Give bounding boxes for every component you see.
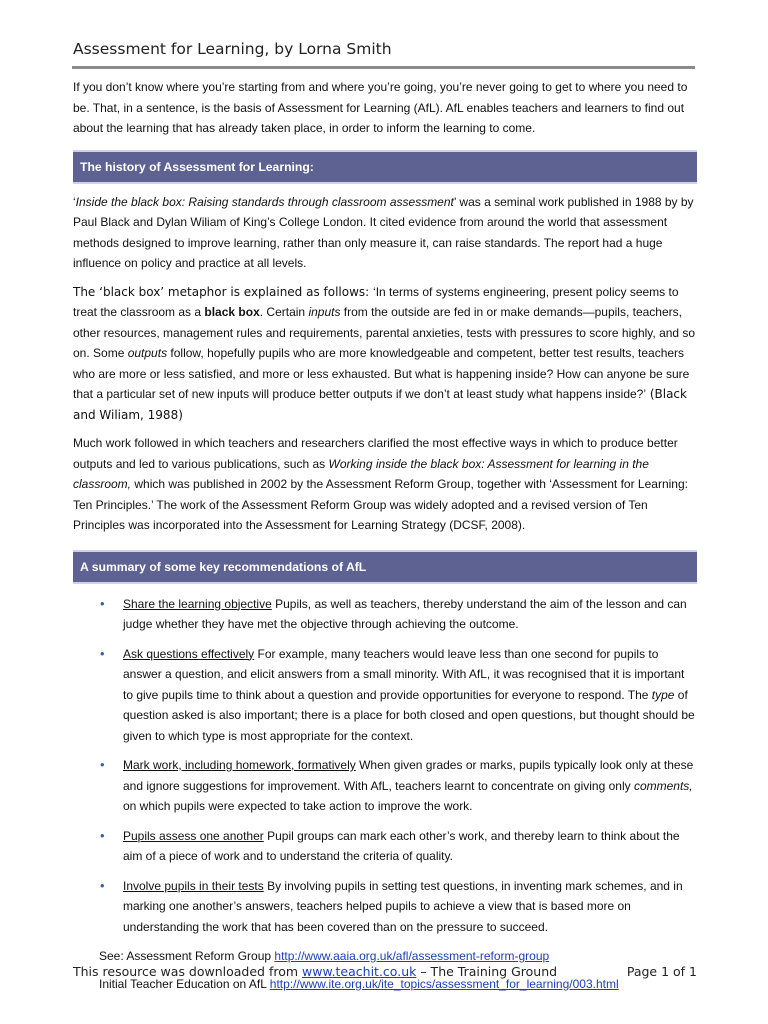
quote-italic-outputs: outputs bbox=[127, 346, 168, 360]
history-paragraph-3-a: Much work followed in which teachers and researchers clarified the most effective ways in which to produce better outputs and led to various publications, such as bbox=[73, 436, 678, 471]
recommendation-heading: Involve pupils in their tests bbox=[123, 878, 264, 893]
history-paragraph-1 bbox=[73, 192, 697, 274]
quote-lead: The ‘black box’ metaphor is explained as follows: bbox=[73, 284, 374, 299]
intro-paragraph: If you don’t know where you’re starting from and where you’re going, you’re never going to get to where you need to be. That, in a sentence, is the basis of Assessment for Learning (AfL). AfL enables teachers and learners to find out about the learning that has already taken place, in order to inform the learning to come. bbox=[73, 80, 688, 135]
list-item bbox=[73, 644, 697, 747]
reference-link-ite[interactable]: http://www.ite.org.uk/ite_topics/assessment_for_learning/003.html bbox=[269, 977, 619, 991]
list-item bbox=[73, 826, 697, 867]
recommendation-text: of question asked is also important; there is a place for both closed and open questions, but thought should be given to which type is most appropriate for the context. bbox=[123, 687, 695, 743]
recommendation-text: Pupil groups can mark each other’s work, and thereby learn to think about the aim of a piece of work and to understand the criteria of quality. bbox=[123, 828, 680, 863]
quote-bold-black-box: black box bbox=[204, 305, 260, 319]
section-heading-history: The history of Assessment for Learning: bbox=[73, 150, 697, 184]
publication-title: Working inside the black box: Assessment for learning in the classroom, bbox=[73, 456, 649, 491]
list-item bbox=[73, 594, 697, 635]
document-title: Assessment for Learning, by Lorna Smith bbox=[73, 40, 392, 58]
section-heading-recommendations: A summary of some key recommendations of AfL bbox=[73, 550, 697, 584]
bullet-icon: • bbox=[100, 757, 105, 772]
reference-link-aaia[interactable]: http://www.aaia.org.uk/afl/assessment-reform-group bbox=[274, 949, 550, 963]
recommendation-heading: Share the learning objective bbox=[123, 596, 272, 611]
page-number: Page 1 of 1 bbox=[626, 964, 697, 979]
recommendation-text: By involving pupils in setting test questions, in inventing mark schemes, and in marking one another’s answers, teachers helped pupils to achieve a view that is based more on understanding the work that has been covered than on the pressure to succeed. bbox=[123, 878, 683, 934]
title-divider bbox=[72, 66, 695, 69]
footer-prefix: This resource was downloaded from bbox=[73, 964, 303, 979]
recommendation-text: When given grades or marks, pupils typically look only at these and ignore suggestions for improvement. With AfL, teachers learnt to concentrate on giving only bbox=[123, 758, 694, 793]
recommendation-text: Pupils, as well as teachers, thereby understand the aim of the lesson and can judge whether they have met the objective through achieving the outcome. bbox=[123, 596, 687, 631]
bullet-icon: • bbox=[100, 877, 105, 893]
list-item bbox=[73, 876, 697, 938]
recommendation-heading: Pupils assess one another bbox=[123, 828, 264, 843]
recommendation-text: on which pupils were expected to take action to improve the work. bbox=[123, 799, 473, 813]
reference-label: Initial Teacher Education on AfL bbox=[99, 977, 270, 991]
list-item bbox=[73, 755, 697, 817]
book-title: Inside the black box: Raising standards through classroom assessment bbox=[75, 194, 454, 209]
bullet-icon: • bbox=[100, 595, 105, 611]
footer-teachit-link[interactable]: www.teachit.co.uk bbox=[302, 964, 417, 979]
recommendation-heading: Mark work, including homework, formatively bbox=[123, 758, 356, 772]
open-quote: ‘ bbox=[73, 194, 76, 209]
black-box-quote-paragraph bbox=[73, 282, 697, 426]
history-paragraph-3-b: which was published in 2002 by the Assessment Reform Group, together with ‘Assessment for Learning: Ten Principles.’ The work of the Assessment Reform Group was widely adopted and a revised version of Ten Principles was incorporated into the Assessment for Learning Strategy (DCSF, 2008). bbox=[73, 477, 688, 532]
quote-part-2: . Certain bbox=[259, 305, 309, 319]
quote-part-1: ‘In terms of systems engineering, present policy seems to treat the classroom as a bbox=[73, 284, 679, 319]
quote-part-4: follow, hopefully pupils who are more knowledgeable and competent, better test results, teachers who are more or less satisfied, and more or less exhausted. But what is happening inside? How can anyone be sure that a particular set of new inputs will produce better outputs if we don’t at least study what happens inside?’ bbox=[73, 346, 690, 401]
recommendation-italic: comments, bbox=[633, 778, 693, 793]
bullet-icon: • bbox=[100, 645, 105, 661]
reference-label: See: Assessment Reform Group bbox=[99, 949, 275, 963]
bullet-icon: • bbox=[100, 827, 105, 843]
quote-italic-inputs: inputs bbox=[308, 305, 341, 319]
footer-suffix: – The Training Ground bbox=[416, 964, 558, 979]
quote-part-3: from the outside are fed in or make demands—pupils, teachers, other resources, management rules and requirements, parental anxieties, tests with pressures to score highly, and so on. Some bbox=[73, 305, 696, 360]
reference-aaia bbox=[99, 946, 697, 966]
quote-citation: (Black and Wiliam, 1988) bbox=[73, 387, 687, 422]
page-footer bbox=[73, 964, 697, 979]
recommendation-heading: Ask questions effectively bbox=[123, 646, 255, 661]
history-paragraph-1-text: ’ was a seminal work published in 1988 by by Paul Black and Dylan Wiliam of King’s College London. It cited evidence from around the world that assessment methods designed to improve learning, rather than only measure it, can raise standards. The report had a huge influence on policy and practice at all levels. bbox=[73, 194, 694, 270]
recommendations-list bbox=[73, 594, 697, 938]
history-paragraph-3 bbox=[73, 433, 697, 536]
recommendation-text: For example, many teachers would leave less than one second for pupils to answer a question, and elicit answers from a small minority. With AfL, it was recognised that it is important to give pupils time to think about a question and provide opportunities for everyone to respond. The bbox=[123, 646, 685, 702]
recommendation-italic: type bbox=[651, 687, 675, 702]
document-body bbox=[73, 77, 697, 1002]
